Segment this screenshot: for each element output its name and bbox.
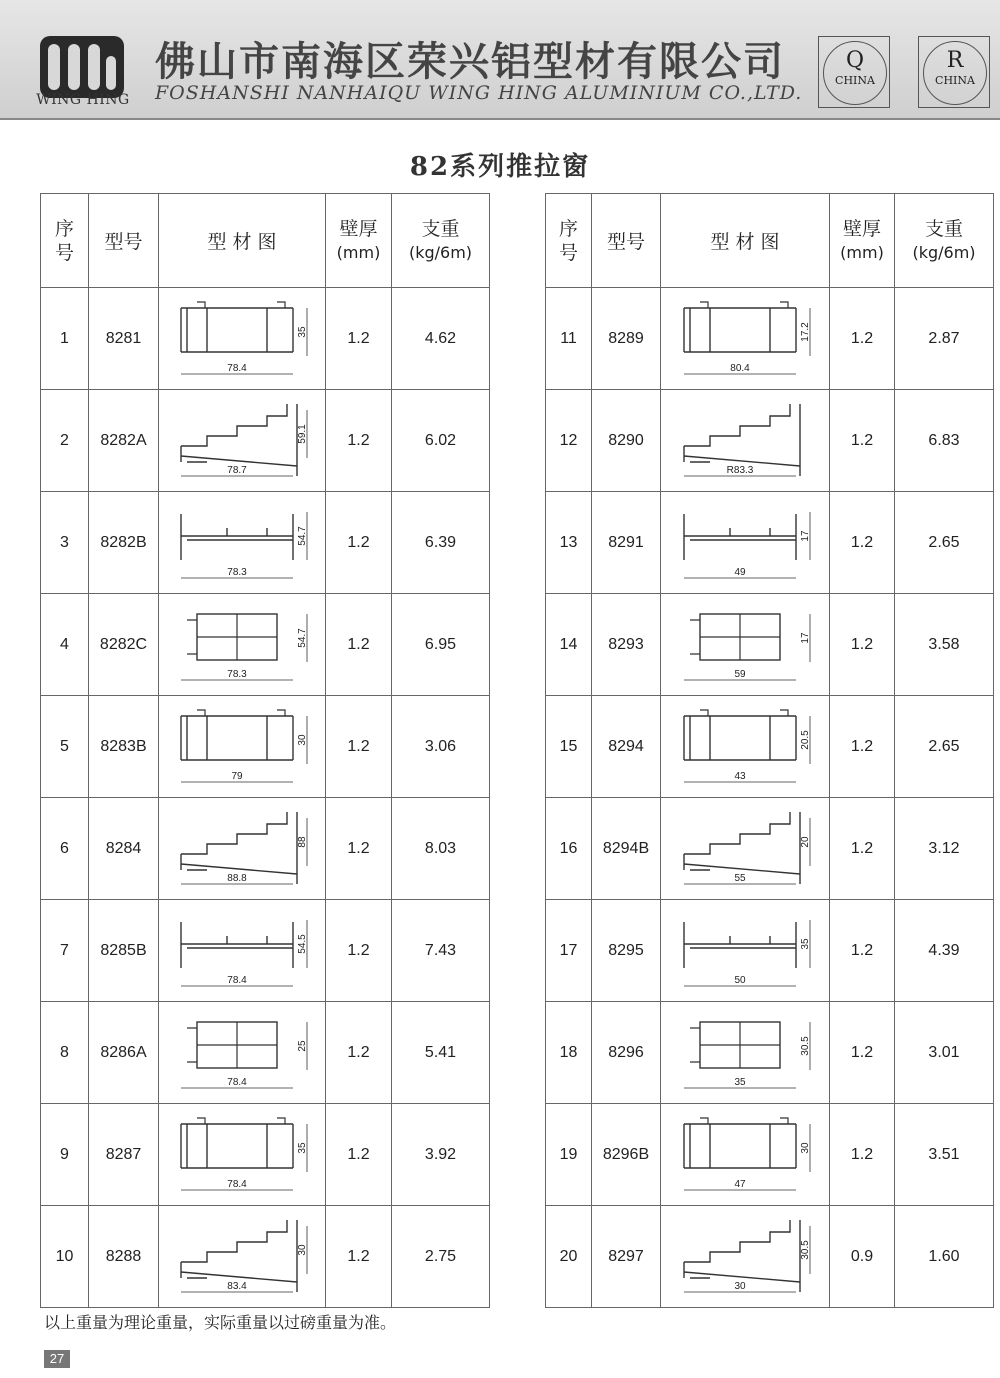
page-number: 27: [44, 1350, 70, 1368]
row-profile-drawing: [159, 390, 326, 492]
row-weight: 3.51: [895, 1104, 994, 1206]
profile-diagram: [167, 498, 317, 588]
profile-diagram: [670, 498, 820, 588]
row-thickness: 1.2: [326, 594, 392, 696]
header-seq-label: 序号: [559, 217, 579, 264]
cert-q-china: CHINA: [835, 74, 875, 87]
row-thickness: 1.2: [326, 1002, 392, 1104]
logo-text: WING HING: [36, 92, 130, 108]
row-weight: 2.65: [895, 492, 994, 594]
row-model: 8283B: [89, 696, 159, 798]
row-thickness: 0.9: [830, 1206, 895, 1308]
cert-q-letter: Q: [845, 48, 865, 73]
header-model: 型号: [592, 194, 661, 288]
header-seq: [41, 194, 89, 288]
row-thickness: 1.2: [830, 1104, 895, 1206]
row-seq: 15: [546, 696, 592, 798]
row-model: 8290: [592, 390, 661, 492]
dim-height-label: 17.2: [800, 321, 811, 342]
header-weight-label: 支重: [421, 217, 460, 240]
dim-height-label: 35: [800, 937, 811, 950]
dim-height-label: 17: [800, 631, 811, 644]
header-drawing: 型 材 图: [159, 194, 326, 288]
profile-diagram: [167, 1008, 317, 1098]
row-weight: 3.58: [895, 594, 994, 696]
row-model: 8293: [592, 594, 661, 696]
row-profile-drawing: [661, 696, 830, 798]
header-weight-label: 支重: [924, 217, 963, 240]
profile-diagram: [167, 702, 317, 792]
row-thickness: 1.2: [326, 492, 392, 594]
dim-height-label: 25: [297, 1039, 308, 1052]
row-model: 8287: [89, 1104, 159, 1206]
header-drawing: 型 材 图: [661, 194, 830, 288]
profile-diagram: [670, 1110, 820, 1200]
row-profile-drawing: [661, 1104, 830, 1206]
row-seq: 14: [546, 594, 592, 696]
row-thickness: 1.2: [326, 1104, 392, 1206]
row-profile-drawing: [159, 1002, 326, 1104]
profile-diagram: [670, 600, 820, 690]
dim-height-label: 30: [297, 733, 308, 746]
row-weight: 2.75: [392, 1206, 490, 1308]
row-profile-drawing: [661, 288, 830, 390]
row-weight: 6.83: [895, 390, 994, 492]
profile-diagram: [670, 396, 820, 486]
page-header: [0, 0, 1000, 120]
header-weight: [895, 194, 994, 288]
profile-diagram: [167, 600, 317, 690]
dim-height-label: 17: [800, 529, 811, 542]
header-thickness: [326, 194, 392, 288]
profile-diagram: [167, 1212, 317, 1302]
dim-width-label: 49: [734, 566, 746, 578]
table-row: [546, 1206, 994, 1308]
row-model: 8297: [592, 1206, 661, 1308]
dim-height-label: 30: [800, 1141, 811, 1154]
header-seq: [546, 194, 592, 288]
profile-diagram: [670, 702, 820, 792]
row-profile-drawing: [661, 1002, 830, 1104]
row-profile-drawing: [661, 390, 830, 492]
table-row: [41, 390, 490, 492]
profile-diagram: [167, 906, 317, 996]
page-title: 82系列推拉窗: [409, 152, 591, 182]
profile-diagram: [670, 1008, 820, 1098]
row-weight: 3.92: [392, 1104, 490, 1206]
dim-width-label: 78.4: [227, 1178, 247, 1190]
row-profile-drawing: [661, 1206, 830, 1308]
header-thickness-label: 壁厚: [339, 217, 378, 240]
row-seq: 20: [546, 1206, 592, 1308]
row-model: 8286A: [89, 1002, 159, 1104]
row-model: 8296: [592, 1002, 661, 1104]
dim-height-label: 30: [297, 1243, 308, 1256]
row-thickness: 1.2: [830, 492, 895, 594]
table-row: [41, 1206, 490, 1308]
dim-width-label: 78.4: [227, 362, 247, 374]
row-profile-drawing: [159, 492, 326, 594]
profile-diagram: [670, 294, 820, 384]
table-row: [546, 696, 994, 798]
row-model: 8295: [592, 900, 661, 1002]
dim-width-label: 88.8: [227, 872, 247, 884]
row-profile-drawing: [661, 594, 830, 696]
row-model: 8288: [89, 1206, 159, 1308]
table-row: [546, 1104, 994, 1206]
row-model: 8281: [89, 288, 159, 390]
row-weight: 5.41: [392, 1002, 490, 1104]
row-profile-drawing: [159, 594, 326, 696]
row-weight: 3.12: [895, 798, 994, 900]
header-thickness: [830, 194, 895, 288]
company-name-cn: 佛山市南海区荣兴铝型材有限公司: [155, 38, 785, 85]
header-thickness-label: 壁厚: [842, 217, 881, 240]
row-weight: 6.95: [392, 594, 490, 696]
header-thickness-unit: (mm): [336, 242, 381, 262]
row-thickness: 1.2: [326, 390, 392, 492]
dim-height-label: 59.1: [297, 423, 308, 444]
dim-height-label: 20: [800, 835, 811, 848]
row-profile-drawing: [159, 696, 326, 798]
row-thickness: 1.2: [830, 900, 895, 1002]
row-profile-drawing: [661, 900, 830, 1002]
row-profile-drawing: [159, 288, 326, 390]
profile-diagram: [670, 906, 820, 996]
dim-width-label: 78.3: [227, 566, 247, 578]
row-model: 8294B: [592, 798, 661, 900]
dim-width-label: 50: [734, 974, 746, 986]
row-model: 8289: [592, 288, 661, 390]
table-row: [546, 288, 994, 390]
dim-height-label: 35: [297, 325, 308, 338]
row-profile-drawing: [661, 492, 830, 594]
table-row: [41, 492, 490, 594]
row-profile-drawing: [159, 1104, 326, 1206]
cert-r-letter: R: [946, 48, 964, 73]
dim-width-label: 79: [231, 770, 243, 782]
row-seq: 12: [546, 390, 592, 492]
row-weight: 1.60: [895, 1206, 994, 1308]
row-weight: 2.87: [895, 288, 994, 390]
cert-r-badge: [918, 36, 990, 108]
row-seq: 17: [546, 900, 592, 1002]
row-weight: 4.39: [895, 900, 994, 1002]
row-thickness: 1.2: [830, 288, 895, 390]
dim-width-label: 78.7: [227, 464, 247, 476]
company-name-en: FOSHANSHI NANHAIQU WING HING ALUMINIUM CO.,LTD.: [155, 82, 803, 104]
table-row: [41, 1104, 490, 1206]
table-row: [41, 288, 490, 390]
row-weight: 4.62: [392, 288, 490, 390]
dim-height-label: 35: [297, 1141, 308, 1154]
row-seq: 16: [546, 798, 592, 900]
row-weight: 3.06: [392, 696, 490, 798]
dim-height-label: 54.5: [297, 933, 308, 954]
dim-width-label: 78.3: [227, 668, 247, 680]
profile-diagram: [167, 294, 317, 384]
row-seq: 7: [41, 900, 89, 1002]
dim-width-label: 78.4: [227, 1076, 247, 1088]
row-profile-drawing: [159, 900, 326, 1002]
row-seq: 3: [41, 492, 89, 594]
row-seq: 2: [41, 390, 89, 492]
header-weight-unit: (kg/6m): [912, 242, 976, 262]
row-seq: 18: [546, 1002, 592, 1104]
dim-width-label: 43: [734, 770, 746, 782]
row-thickness: 1.2: [326, 798, 392, 900]
row-thickness: 1.2: [326, 1206, 392, 1308]
table-row: [546, 1002, 994, 1104]
row-model: 8296B: [592, 1104, 661, 1206]
row-model: 8282A: [89, 390, 159, 492]
row-model: 8294: [592, 696, 661, 798]
table-row: [41, 696, 490, 798]
row-thickness: 1.2: [326, 696, 392, 798]
dim-width-label: 59: [734, 668, 746, 680]
header-seq-label: 序号: [55, 217, 75, 264]
table-row: [41, 798, 490, 900]
row-thickness: 1.2: [830, 594, 895, 696]
spec-table-left: [40, 193, 490, 1308]
table-row: [546, 798, 994, 900]
profile-diagram: [670, 804, 820, 894]
row-seq: 13: [546, 492, 592, 594]
row-weight: 6.02: [392, 390, 490, 492]
dim-width-label: 35: [734, 1076, 746, 1088]
row-weight: 2.65: [895, 696, 994, 798]
dim-height-label: 20.5: [800, 729, 811, 750]
dim-width-label: 47: [734, 1178, 746, 1190]
dim-height-label: 54.7: [297, 525, 308, 546]
cert-r-china: CHINA: [935, 74, 975, 87]
profile-diagram: [167, 1110, 317, 1200]
table-row: [546, 492, 994, 594]
header-weight-unit: (kg/6m): [408, 242, 473, 262]
row-seq: 19: [546, 1104, 592, 1206]
header-weight: [392, 194, 490, 288]
row-seq: 10: [41, 1206, 89, 1308]
row-seq: 4: [41, 594, 89, 696]
dim-width-label: R83.3: [726, 464, 754, 476]
table-row: [546, 594, 994, 696]
header-model: 型号: [89, 194, 159, 288]
row-weight: 8.03: [392, 798, 490, 900]
row-thickness: 1.2: [326, 288, 392, 390]
row-weight: 6.39: [392, 492, 490, 594]
row-thickness: 1.2: [326, 900, 392, 1002]
profile-diagram: [167, 396, 317, 486]
cert-q-badge: [818, 36, 890, 108]
row-thickness: 1.2: [830, 798, 895, 900]
dim-height-label: 30.5: [800, 1035, 811, 1056]
row-model: 8282C: [89, 594, 159, 696]
row-thickness: 1.2: [830, 1002, 895, 1104]
row-profile-drawing: [159, 798, 326, 900]
dim-width-label: 83.4: [227, 1280, 247, 1292]
dim-width-label: 30: [734, 1280, 746, 1292]
dim-height-label: 54.7: [297, 627, 308, 648]
row-seq: 1: [41, 288, 89, 390]
footnote: 以上重量为理论重量，实际重量以过磅重量为准。: [44, 1313, 397, 1332]
table-row: [41, 594, 490, 696]
row-seq: 5: [41, 696, 89, 798]
row-weight: 3.01: [895, 1002, 994, 1104]
profile-diagram: [670, 1212, 820, 1302]
row-model: 8284: [89, 798, 159, 900]
dim-height-label: 88: [297, 835, 308, 848]
table-row: [41, 900, 490, 1002]
row-thickness: 1.2: [830, 390, 895, 492]
profile-diagram: [167, 804, 317, 894]
dim-width-label: 80.4: [730, 362, 750, 374]
dim-width-label: 78.4: [227, 974, 247, 986]
spec-table-right: [545, 193, 994, 1308]
row-thickness: 1.2: [830, 696, 895, 798]
row-profile-drawing: [159, 1206, 326, 1308]
header-thickness-unit: (mm): [840, 242, 884, 262]
row-model: 8285B: [89, 900, 159, 1002]
row-model: 8282B: [89, 492, 159, 594]
row-seq: 9: [41, 1104, 89, 1206]
row-seq: 11: [546, 288, 592, 390]
table-header-row: [546, 194, 994, 288]
row-seq: 8: [41, 1002, 89, 1104]
row-weight: 7.43: [392, 900, 490, 1002]
row-seq: 6: [41, 798, 89, 900]
dim-width-label: 55: [734, 872, 746, 884]
table-row: [546, 900, 994, 1002]
dim-height-label: 30.5: [800, 1239, 811, 1260]
row-profile-drawing: [661, 798, 830, 900]
table-row: [41, 1002, 490, 1104]
table-row: [546, 390, 994, 492]
table-header-row: [41, 194, 490, 288]
row-model: 8291: [592, 492, 661, 594]
